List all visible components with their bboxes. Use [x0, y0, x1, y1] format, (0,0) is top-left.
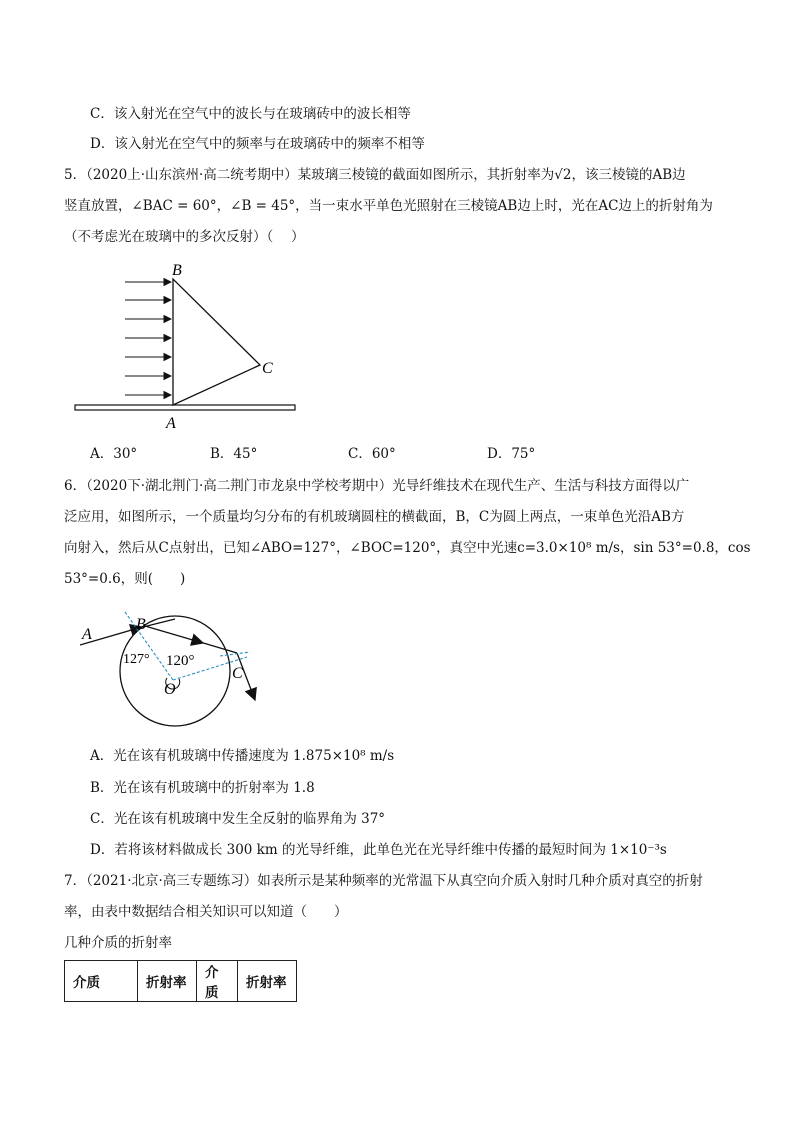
label-b: B	[136, 616, 146, 633]
q6-cylinder-figure	[75, 605, 275, 735]
q7-table-title: 几种介质的折射率	[64, 935, 172, 951]
q6-stem-line1: 6．（2020下·湖北荆门·高二荆门市龙泉中学校考期中）光导纤维技术在现代生产、生活与科技方面得以广	[64, 478, 690, 494]
q6-stem-line4: 53°=0.6，则( )	[64, 571, 186, 587]
header-medium-1: 介质	[65, 961, 138, 1002]
label-b: B	[172, 262, 182, 279]
label-c: C	[262, 360, 273, 377]
header-medium-2: 介质	[197, 961, 238, 1002]
q7-stem-line1: 7．（2021·北京·高三专题练习）如表所示是某种频率的光常温下从真空向介质入射时几种介质对真空的折射	[64, 873, 703, 889]
q5-stem-line1: 5．（2020上·山东滨州·高二统考期中）某玻璃三棱镜的截面如图所示，其折射率为√2，该三棱镜的AB边	[64, 167, 686, 183]
angle-127: 127°	[123, 652, 150, 667]
q4-option-d: D．该入射光在空气中的频率与在玻璃砖中的频率不相等	[90, 136, 425, 152]
q7-stem-line2: 率，由表中数据结合相关知识可以知道（ ）	[64, 904, 348, 920]
label-o: O	[164, 681, 176, 698]
q4-option-c: C．该入射光在空气中的波长与在玻璃砖中的波长相等	[90, 106, 411, 122]
q5-option-a: A．30°	[90, 446, 138, 462]
prism-triangle	[173, 279, 260, 405]
q6-option-d: D．若将该材料做成长 300 km 的光导纤维，此单色光在光导纤维中传播的最短时间为 1×10⁻³s	[90, 842, 667, 858]
q5-stem-line2: 竖直放置，∠BAC = 60°，∠B = 45°，当一束水平单色光照射在三棱镜AB边上时，光在AC边上的折射角为	[64, 198, 713, 214]
q5-stem-line3: （不考虑光在玻璃中的多次反射）（ ）	[64, 229, 305, 245]
q5-option-c: C．60°	[348, 446, 396, 462]
q6-stem-line3: 向射入，然后从C点射出，已知∠ABO=127°，∠BOC=120°，真空中光速c=3.0×10⁸ m/s，sin 53°=0.8，cos	[64, 540, 751, 556]
q6-option-b: B．光在该有机玻璃中的折射率为 1.8	[90, 780, 315, 796]
label-a: A	[166, 415, 176, 432]
refraction-table	[64, 960, 297, 1002]
q5-prism-figure	[70, 258, 310, 433]
table-header-row	[65, 961, 297, 1002]
header-index-1: 折射率	[138, 961, 197, 1002]
label-c: C	[232, 665, 243, 682]
incident-rays	[125, 282, 171, 395]
angle-120: 120°	[166, 653, 195, 669]
label-a: A	[82, 626, 92, 643]
base-plate	[75, 405, 295, 410]
q6-stem-line2: 泛应用，如图所示，一个质量均匀分布的有机玻璃圆柱的横截面，B，C为圆上两点，一束单色光沿AB方	[64, 509, 685, 525]
q5-option-d: D．75°	[487, 446, 536, 462]
q6-option-c: C．光在该有机玻璃中发生全反射的临界角为 37°	[90, 811, 386, 827]
q6-option-a: A．光在该有机玻璃中传播速度为 1.875×10⁸ m/s	[90, 748, 395, 764]
q5-option-b: B．45°	[210, 446, 258, 462]
header-index-2: 折射率	[238, 961, 297, 1002]
